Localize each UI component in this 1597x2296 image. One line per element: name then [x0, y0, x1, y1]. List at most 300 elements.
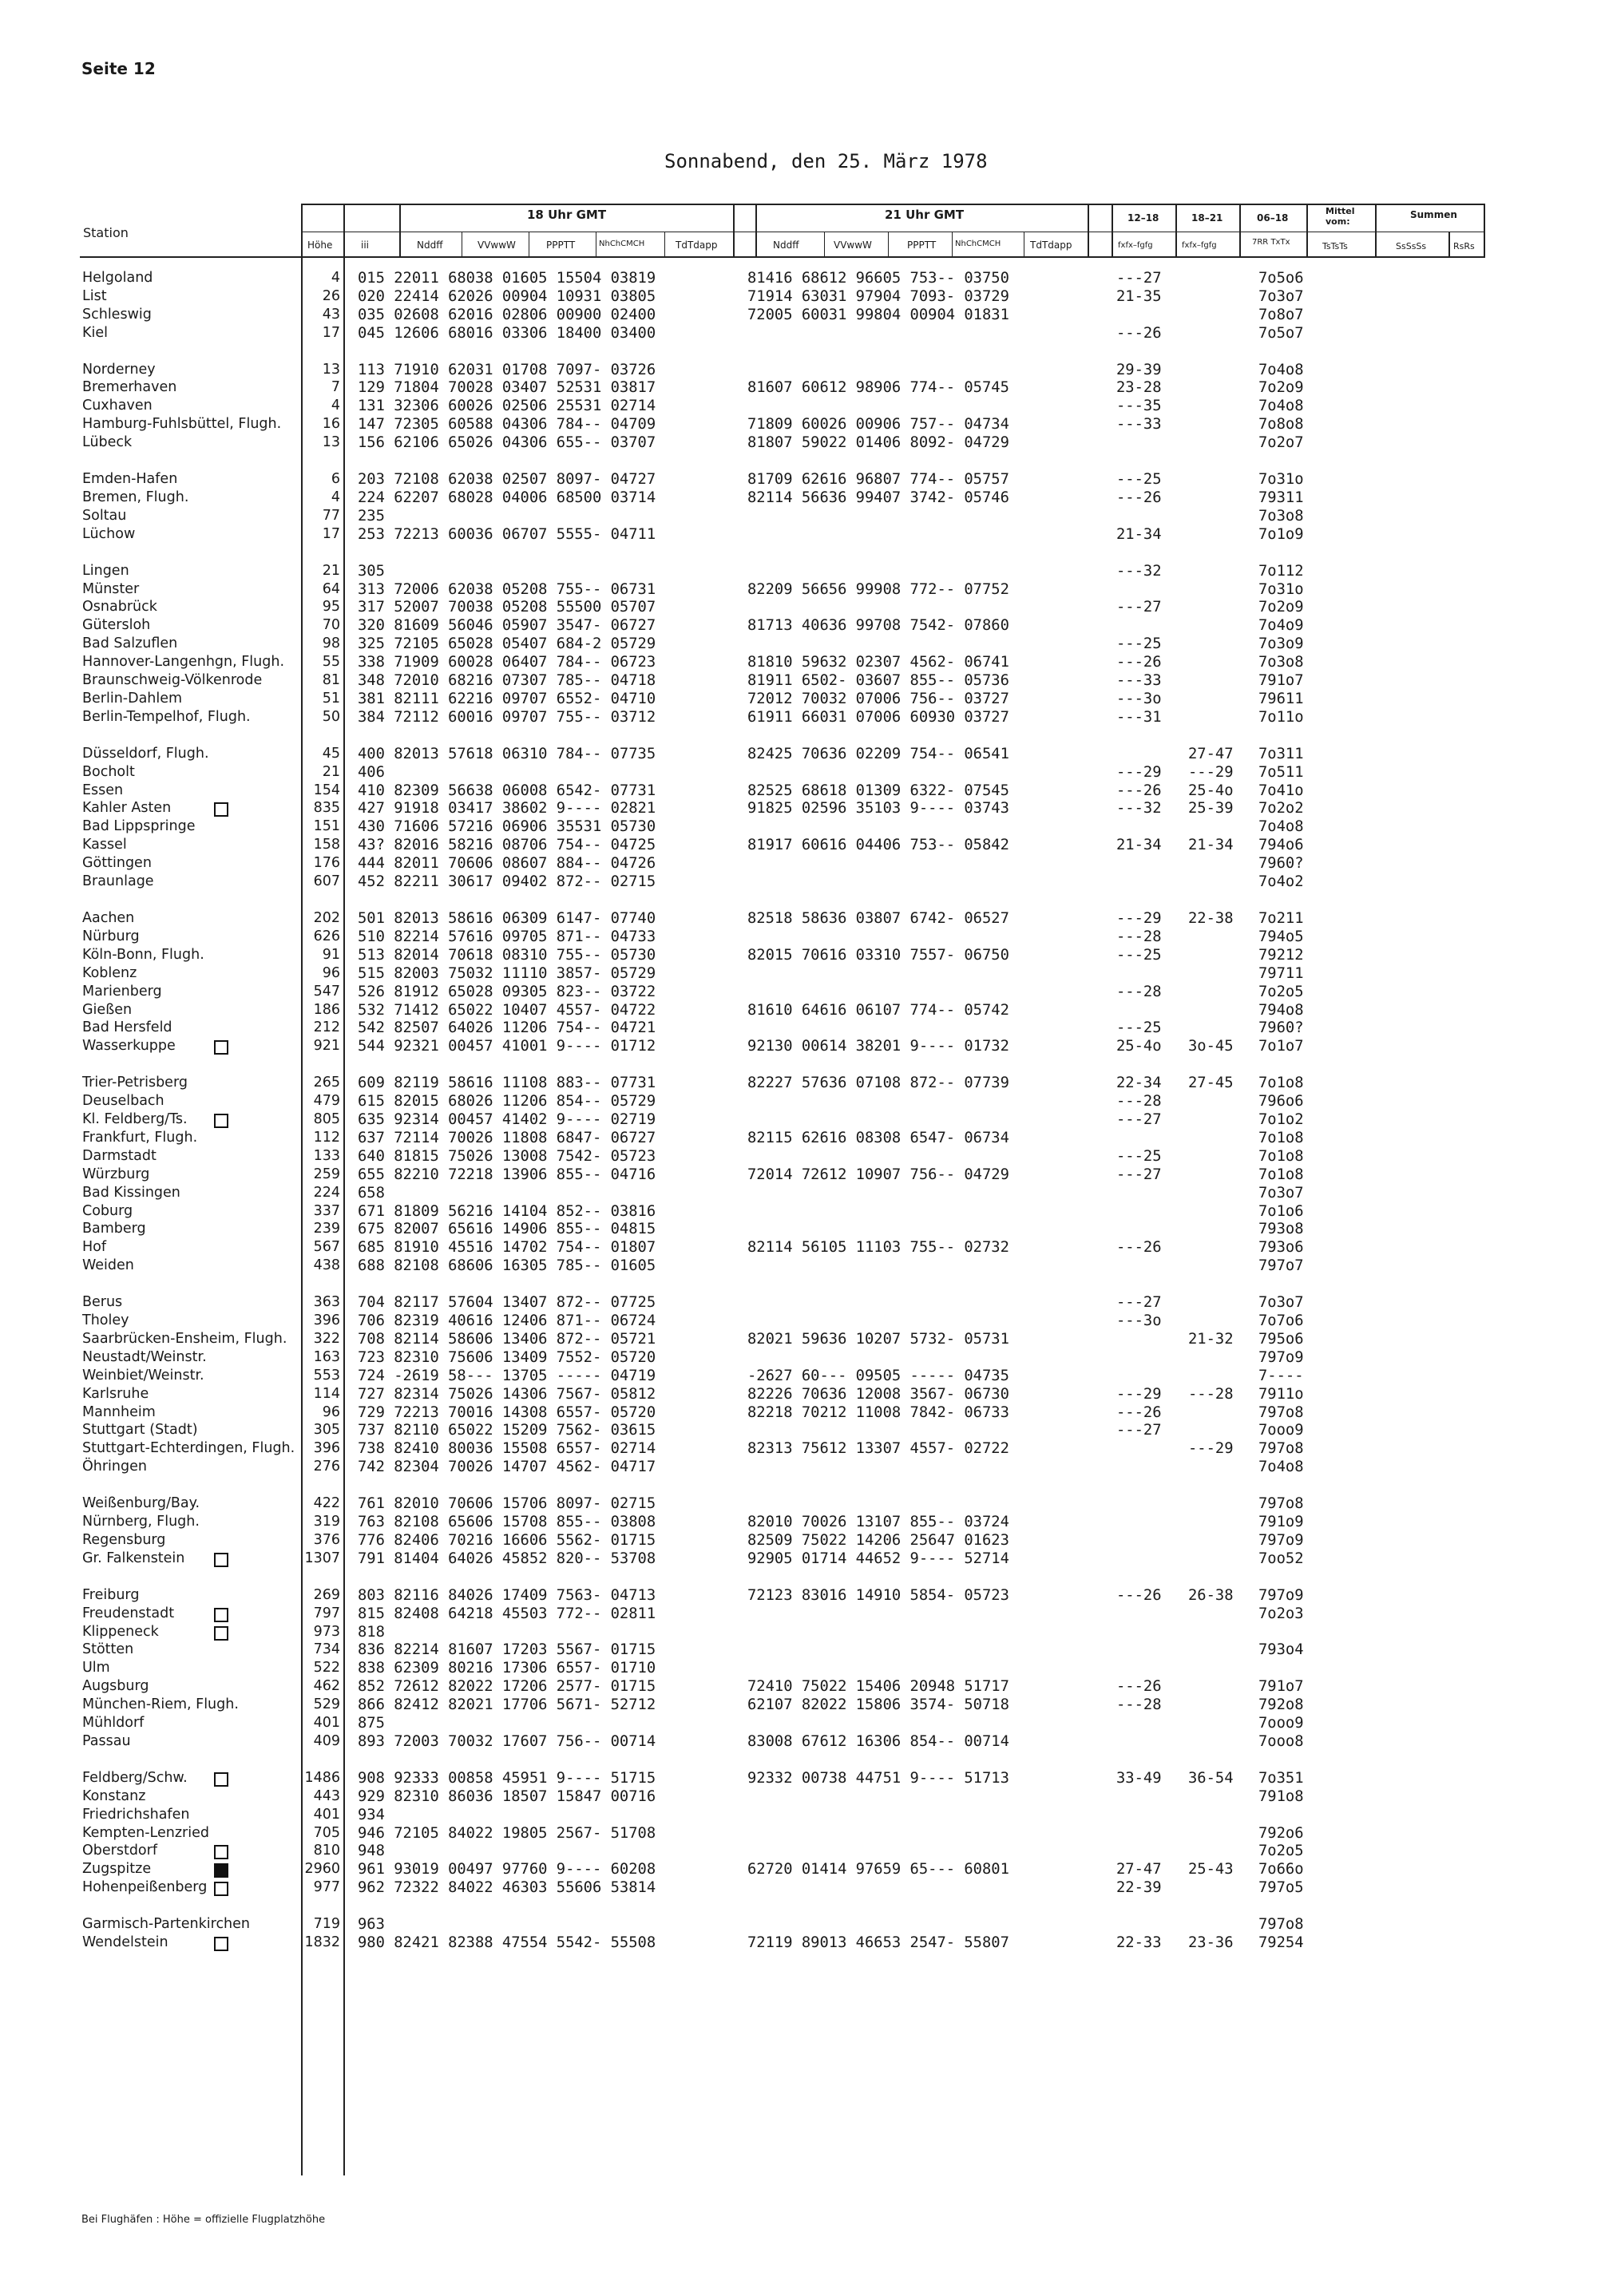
gust-12-18: ---3o [1116, 691, 1162, 707]
header-mittel: Mittel vom: [1326, 206, 1355, 227]
header-summen: Summen [1410, 209, 1457, 220]
station-height: 133 [313, 1148, 340, 1164]
station-name: Oberstdorf [82, 1843, 157, 1859]
gust-18-21: 23-36 [1188, 1934, 1234, 1951]
table-row [0, 1843, 1597, 1861]
group-06-18: 792o8 [1258, 1696, 1304, 1713]
table-row [0, 764, 1597, 782]
obs-18-uhr: 427 91918 03417 38602 9---- 02821 [358, 800, 656, 817]
obs-18-uhr: 729 72213 70016 14308 6557- 05720 [358, 1404, 656, 1421]
table-row [0, 398, 1597, 416]
obs-18-uhr: 035 02608 62016 02806 00900 02400 [358, 307, 656, 323]
gust-12-18: ---28 [1116, 1696, 1162, 1713]
station-height: 438 [313, 1257, 340, 1273]
station-name: Schleswig [82, 307, 152, 323]
table-row [0, 617, 1597, 635]
group-06-18: 7o3o7 [1258, 1185, 1304, 1201]
station-height: 91 [322, 947, 340, 963]
group-06-18: 792o6 [1258, 1825, 1304, 1842]
table-row [0, 782, 1597, 801]
obs-18-uhr: 948 [358, 1843, 385, 1859]
group-06-18: 795o6 [1258, 1331, 1304, 1348]
group-06-18: 793o8 [1258, 1221, 1304, 1237]
obs-18-uhr: 704 82117 57604 13407 872-- 07725 [358, 1294, 656, 1311]
mountain-station-square-icon [214, 1040, 228, 1055]
station-height: 7 [331, 379, 340, 395]
vline-summen-2 [1448, 232, 1450, 258]
obs-21-uhr: 92905 01714 44652 9---- 52714 [747, 1550, 1009, 1567]
group-06-18: 797o8 [1258, 1440, 1304, 1457]
gust-12-18: ---27 [1116, 1166, 1162, 1183]
group-06-18: 797o9 [1258, 1587, 1304, 1604]
header-range-1821: 18–21 [1191, 212, 1223, 224]
footnote: Bei Flughäfen : Höhe = offizielle Flugplatzhöhe [81, 2214, 326, 2226]
station-name: Berlin-Tempelhof, Flugh. [82, 709, 251, 725]
obs-21-uhr: 72410 75022 15406 20948 51717 [747, 1678, 1009, 1695]
obs-18-uhr: 384 72112 60016 09707 755-- 03712 [358, 709, 656, 726]
station-name: Lüchow [82, 526, 136, 542]
gust-12-18: 21-34 [1116, 837, 1162, 853]
obs-21-uhr: 81713 40636 99708 7542- 07860 [747, 617, 1009, 634]
page-number: Seite 12 [81, 59, 156, 78]
station-height: 158 [313, 837, 340, 853]
header-sub-summen-1: SsSsSs [1396, 241, 1427, 251]
obs-21-uhr: 82226 70636 12008 3567- 06730 [747, 1386, 1009, 1403]
obs-18-uhr: 515 82003 75032 11110 3857- 05729 [358, 965, 656, 982]
station-height: 805 [313, 1111, 340, 1127]
obs-21-uhr: 82010 70026 13107 855-- 03724 [747, 1514, 1009, 1530]
obs-18-uhr: 609 82119 58616 11108 883-- 07731 [358, 1075, 656, 1091]
gust-12-18: ---26 [1116, 654, 1162, 671]
group-06-18: 797o5 [1258, 1879, 1304, 1896]
table-row [0, 910, 1597, 928]
obs-18-uhr: 406 [358, 764, 385, 781]
group-06-18: 7o311 [1258, 746, 1304, 762]
table-row [0, 1934, 1597, 1953]
station-height: 186 [313, 1002, 340, 1018]
vline-0618 [1239, 204, 1241, 258]
gust-12-18: ---32 [1116, 800, 1162, 817]
obs-18-uhr: 410 82309 56638 06008 6542- 07731 [358, 782, 656, 799]
table-row [0, 1587, 1597, 1605]
obs-21-uhr: 82218 70212 11008 7842- 06733 [747, 1404, 1009, 1421]
group-06-18: 793o4 [1258, 1641, 1304, 1658]
group-06-18: 7o1o8 [1258, 1130, 1304, 1146]
station-height: 1307 [304, 1550, 340, 1566]
gust-12-18: 22-33 [1116, 1934, 1162, 1951]
obs-21-uhr: 81610 64616 06107 774-- 05742 [747, 1002, 1009, 1019]
gust-12-18: ---26 [1116, 1239, 1162, 1256]
station-name: Weinbiet/Weinstr. [82, 1368, 204, 1384]
group-06-18: 7o211 [1258, 910, 1304, 927]
station-height: 529 [313, 1696, 340, 1712]
station-height: 1832 [304, 1934, 340, 1950]
station-height: 96 [322, 965, 340, 981]
gust-18-21: 26-38 [1188, 1587, 1234, 1604]
obs-18-uhr: 640 81815 75026 13008 7542- 05723 [358, 1148, 656, 1165]
obs-18-uhr: 980 82421 82388 47554 5542- 55508 [358, 1934, 656, 1951]
station-name: Bad Lippspringe [82, 818, 196, 834]
obs-18-uhr: 444 82011 70606 08607 884-- 04726 [358, 855, 656, 872]
gust-12-18: ---29 [1116, 910, 1162, 927]
obs-18-uhr: 43? 82016 58216 08706 754-- 04725 [358, 837, 656, 853]
station-name: Karlsruhe [82, 1386, 149, 1402]
table-row [0, 1203, 1597, 1221]
obs-18-uhr: 510 82214 57616 09705 871-- 04733 [358, 928, 656, 945]
gust-18-21: 27-47 [1188, 746, 1234, 762]
mountain-station-square-icon [214, 1114, 228, 1128]
gust-18-21: 3o-45 [1188, 1038, 1234, 1055]
group-06-18: 7o3o9 [1258, 635, 1304, 652]
obs-18-uhr: 532 71412 65022 10407 4557- 04722 [358, 1002, 656, 1019]
station-height: 462 [313, 1678, 340, 1694]
station-height: 401 [313, 1807, 340, 1823]
station-height: 45 [322, 746, 340, 762]
table-row [0, 800, 1597, 818]
station-height: 396 [313, 1312, 340, 1328]
group-06-18: 7911o [1258, 1386, 1304, 1403]
table-row [0, 1514, 1597, 1532]
station-name: Gr. Falkenstein [82, 1550, 185, 1566]
table-row [0, 1532, 1597, 1550]
gust-12-18: 21-34 [1116, 526, 1162, 543]
station-name: Berlin-Dahlem [82, 691, 183, 707]
obs-18-uhr: 961 93019 00497 97760 9---- 60208 [358, 1861, 656, 1878]
header-sub-mittel: TsTsTs [1322, 241, 1348, 251]
table-row [0, 1257, 1597, 1276]
vline-summen [1375, 204, 1377, 258]
table-row [0, 1038, 1597, 1056]
obs-18-uhr: 727 82314 75026 14306 7567- 05812 [358, 1386, 656, 1403]
group-06-18: 7ooo9 [1258, 1422, 1304, 1439]
gust-12-18: ---26 [1116, 489, 1162, 506]
station-name: List [82, 288, 107, 304]
table-row [0, 654, 1597, 672]
table-row [0, 1166, 1597, 1185]
obs-18-uhr: 253 72213 60036 06707 5555- 04711 [358, 526, 656, 543]
station-name: Kahler Asten [82, 800, 172, 816]
group-06-18: 7o8o8 [1258, 416, 1304, 433]
group-06-18: 796o6 [1258, 1093, 1304, 1110]
gust-12-18: ---25 [1116, 1148, 1162, 1165]
header-18-c2: VVwwW [478, 239, 516, 251]
obs-18-uhr: 962 72322 84022 46303 55606 53814 [358, 1879, 656, 1896]
obs-18-uhr: 776 82406 70216 16606 5562- 01715 [358, 1532, 656, 1549]
station-height: 95 [322, 599, 340, 615]
station-height: 96 [322, 1404, 340, 1420]
station-height: 154 [313, 782, 340, 798]
group-06-18: 794o8 [1258, 1002, 1304, 1019]
obs-18-uhr: 737 82110 65022 15209 7562- 03615 [358, 1422, 656, 1439]
obs-18-uhr: 724 -2619 58--- 13705 ----- 04719 [358, 1368, 656, 1384]
station-height: 77 [322, 508, 340, 524]
station-height: 6 [331, 471, 340, 487]
obs-18-uhr: 866 82412 82021 17706 5671- 52712 [358, 1696, 656, 1713]
header-21-uhr: 21 Uhr GMT [885, 208, 965, 222]
station-height: 17 [322, 526, 340, 542]
mountain-station-square-icon [214, 1553, 228, 1567]
header-18-c4: NhChCMCH [599, 239, 645, 248]
table-row [0, 416, 1597, 434]
obs-21-uhr: 82021 59636 10207 5732- 05731 [747, 1331, 1009, 1348]
obs-18-uhr: 129 71804 70028 03407 52531 03817 [358, 379, 656, 396]
table-row [0, 1807, 1597, 1825]
station-name: Stuttgart-Echterdingen, Flugh. [82, 1440, 295, 1456]
gust-12-18: ---32 [1116, 563, 1162, 580]
station-name: Freiburg [82, 1587, 140, 1603]
table-row [0, 1404, 1597, 1423]
header-iii: iii [361, 239, 370, 251]
group-06-18: 797o8 [1258, 1916, 1304, 1933]
gust-12-18: ---28 [1116, 928, 1162, 945]
station-name: Coburg [82, 1203, 133, 1219]
obs-18-uhr: 742 82304 70026 14707 4562- 04717 [358, 1459, 656, 1475]
gust-12-18: ---29 [1116, 764, 1162, 781]
table-row [0, 471, 1597, 489]
station-name: Kiel [82, 325, 108, 341]
station-name: Helgoland [82, 270, 153, 286]
obs-18-uhr: 675 82007 65616 14906 855-- 04815 [358, 1221, 656, 1237]
station-height: 81 [322, 672, 340, 688]
obs-21-uhr: 72012 70032 07006 756-- 03727 [747, 691, 1009, 707]
station-name: Tholey [82, 1312, 129, 1328]
group-06-18: 797o7 [1258, 1257, 1304, 1274]
group-06-18: 7960? [1258, 1019, 1304, 1036]
station-name: Kassel [82, 837, 127, 853]
station-height: 567 [313, 1239, 340, 1255]
obs-18-uhr: 763 82108 65606 15708 855-- 03808 [358, 1514, 656, 1530]
obs-18-uhr: 658 [358, 1185, 385, 1201]
table-row [0, 307, 1597, 325]
station-name: Cuxhaven [82, 398, 153, 414]
table-row [0, 1459, 1597, 1477]
station-name: Klippeneck [82, 1624, 159, 1640]
station-height: 322 [313, 1331, 340, 1347]
obs-18-uhr: 815 82408 64218 45503 772-- 02811 [358, 1605, 656, 1622]
gust-12-18: 21-35 [1116, 288, 1162, 305]
station-name: Stötten [82, 1641, 134, 1657]
station-height: 269 [313, 1587, 340, 1603]
station-name: Norderney [82, 362, 156, 378]
group-06-18: 7o112 [1258, 563, 1304, 580]
gust-12-18: ---27 [1116, 599, 1162, 616]
station-name: Neustadt/Weinstr. [82, 1349, 207, 1365]
table-row [0, 635, 1597, 654]
group-06-18: 7o11o [1258, 709, 1304, 726]
obs-18-uhr: 526 81912 65028 09305 823-- 03722 [358, 984, 656, 1000]
obs-21-uhr: 72014 72612 10907 756-- 04729 [747, 1166, 1009, 1183]
obs-18-uhr: 325 72105 65028 05407 684-2 05729 [358, 635, 656, 652]
table-row [0, 599, 1597, 617]
gust-12-18: ---26 [1116, 1678, 1162, 1695]
group-06-18: 7o2o7 [1258, 434, 1304, 451]
obs-21-uhr: 82114 56636 99407 3742- 05746 [747, 489, 1009, 506]
obs-18-uhr: 320 81609 56046 05907 3547- 06727 [358, 617, 656, 634]
station-height: 43 [322, 307, 340, 323]
obs-21-uhr: 72123 83016 14910 5854- 05723 [747, 1587, 1009, 1604]
station-name: Bremerhaven [82, 379, 177, 395]
gust-12-18: ---26 [1116, 782, 1162, 799]
obs-18-uhr: 015 22011 68038 01605 15504 03819 [358, 270, 656, 287]
obs-18-uhr: 501 82013 58616 06309 6147- 07740 [358, 910, 656, 927]
station-height: 522 [313, 1660, 340, 1676]
station-height: 479 [313, 1093, 340, 1109]
group-06-18: 7o66o [1258, 1861, 1304, 1878]
header-21-c5: TdTdapp [1030, 239, 1072, 251]
vline-18-end [733, 204, 735, 258]
table-row [0, 1770, 1597, 1788]
station-name: Nürburg [82, 928, 140, 944]
station-height: 4 [331, 398, 340, 414]
station-name: Lübeck [82, 434, 133, 450]
station-name: Weiden [82, 1257, 134, 1273]
group-06-18: 7o3o8 [1258, 654, 1304, 671]
table-row [0, 1111, 1597, 1130]
header-height: Höhe [307, 239, 333, 251]
obs-18-uhr: 147 72305 60588 04306 784-- 04709 [358, 416, 656, 433]
station-name: Hamburg-Fuhlsbüttel, Flugh. [82, 416, 282, 432]
table-row [0, 1148, 1597, 1166]
group-06-18: 7o3o8 [1258, 508, 1304, 525]
station-name: Wendelstein [82, 1934, 168, 1950]
table-row [0, 1916, 1597, 1934]
table-row [0, 1349, 1597, 1368]
group-06-18: 79212 [1258, 947, 1304, 964]
group-06-18: 7960? [1258, 855, 1304, 872]
group-06-18: 7o1o7 [1258, 1038, 1304, 1055]
group-06-18: 7o351 [1258, 1770, 1304, 1787]
table-row [0, 1331, 1597, 1349]
obs-21-uhr: 82114 56105 11103 755-- 02732 [747, 1239, 1009, 1256]
obs-21-uhr: 81807 59022 01406 8092- 04729 [747, 434, 1009, 451]
station-height: 921 [313, 1038, 340, 1054]
group-06-18: 794o6 [1258, 837, 1304, 853]
table-row [0, 965, 1597, 984]
group-06-18: 79254 [1258, 1934, 1304, 1951]
obs-18-uhr: 838 62309 80216 17306 6557- 01710 [358, 1660, 656, 1676]
header-18-c1: Nddff [417, 239, 443, 251]
station-name: Frankfurt, Flugh. [82, 1130, 198, 1146]
vline-18-start [399, 204, 401, 258]
mountain-station-square-icon [214, 1845, 228, 1859]
obs-21-uhr: 72005 60031 99804 00904 01831 [747, 307, 1009, 323]
group-06-18: 7---- [1258, 1368, 1304, 1384]
gust-12-18: ---29 [1116, 1386, 1162, 1403]
station-name: Bad Kissingen [82, 1185, 180, 1201]
table-row [0, 1495, 1597, 1514]
station-name: Bremen, Flugh. [82, 489, 189, 505]
station-height: 163 [313, 1349, 340, 1365]
station-name: Mannheim [82, 1404, 156, 1420]
station-height: 396 [313, 1440, 340, 1456]
group-06-18: 7o4o9 [1258, 617, 1304, 634]
table-row [0, 1861, 1597, 1879]
table-row [0, 709, 1597, 727]
obs-18-uhr: 305 [358, 563, 385, 580]
obs-18-uhr: 655 82210 72218 13906 855-- 04716 [358, 1166, 656, 1183]
obs-21-uhr: 82115 62616 08308 6547- 06734 [747, 1130, 1009, 1146]
obs-21-uhr: 62107 82022 15806 3574- 50718 [747, 1696, 1009, 1713]
gust-18-21: ---28 [1188, 1386, 1234, 1403]
obs-18-uhr: 113 71910 62031 01708 7097- 03726 [358, 362, 656, 378]
mountain-station-square-icon [214, 1937, 228, 1951]
group-06-18: 793o6 [1258, 1239, 1304, 1256]
station-height: 607 [313, 873, 340, 889]
gust-12-18: ---27 [1116, 1294, 1162, 1311]
obs-18-uhr: 542 82507 64026 11206 754-- 04721 [358, 1019, 656, 1036]
table-row [0, 325, 1597, 343]
obs-21-uhr: 72119 89013 46653 2547- 55807 [747, 1934, 1009, 1951]
gust-12-18: 27-47 [1116, 1861, 1162, 1878]
header-21-c2: VVwwW [834, 239, 872, 251]
station-name: Lingen [82, 563, 129, 579]
station-height: 319 [313, 1514, 340, 1530]
gust-12-18: ---28 [1116, 984, 1162, 1000]
obs-18-uhr: 637 72114 70026 11808 6847- 06727 [358, 1130, 656, 1146]
group-06-18: 7o31o [1258, 471, 1304, 488]
station-height: 973 [313, 1624, 340, 1640]
table-row [0, 489, 1597, 508]
header-21-c1: Nddff [773, 239, 799, 251]
obs-18-uhr: 131 32306 60026 02506 25531 02714 [358, 398, 656, 414]
group-06-18: 7o2o3 [1258, 1605, 1304, 1622]
table-row [0, 947, 1597, 965]
station-name: Kempten-Lenzried [82, 1825, 209, 1841]
table-row [0, 379, 1597, 398]
table-row [0, 526, 1597, 544]
station-height: 626 [313, 928, 340, 944]
gust-18-21: 21-34 [1188, 837, 1234, 853]
obs-21-uhr: 92130 00614 38201 9---- 01732 [747, 1038, 1009, 1055]
obs-18-uhr: 929 82310 86036 18507 15847 00716 [358, 1788, 656, 1805]
group-06-18: 7oo52 [1258, 1550, 1304, 1567]
station-name: Passau [82, 1733, 131, 1749]
obs-21-uhr: 82525 68618 01309 6322- 07545 [747, 782, 1009, 799]
gust-12-18: ---35 [1116, 398, 1162, 414]
station-height: 719 [313, 1916, 340, 1932]
station-height: 21 [322, 764, 340, 780]
station-height: 705 [313, 1825, 340, 1841]
table-row [0, 1019, 1597, 1038]
obs-18-uhr: 791 81404 64026 45852 820-- 53708 [358, 1550, 656, 1567]
gust-18-21: 25-4o [1188, 782, 1234, 799]
station-name: Bad Salzuflen [82, 635, 178, 651]
header-18-c5: TdTdapp [676, 239, 718, 251]
gust-18-21: 25-43 [1188, 1861, 1234, 1878]
gust-18-21: ---29 [1188, 764, 1234, 781]
gust-18-21: ---29 [1188, 1440, 1234, 1457]
obs-21-uhr: 61911 66031 07006 60930 03727 [747, 709, 1009, 726]
station-height: 55 [322, 654, 340, 670]
station-height: 4 [331, 489, 340, 505]
vline-1821 [1175, 204, 1177, 258]
table-row [0, 1715, 1597, 1733]
station-height: 363 [313, 1294, 340, 1310]
obs-21-uhr: 71809 60026 00906 757-- 04734 [747, 416, 1009, 433]
mountain-station-filled-square-icon [214, 1863, 228, 1878]
station-height: 224 [313, 1185, 340, 1201]
group-06-18: 7ooo8 [1258, 1733, 1304, 1750]
station-name: Münster [82, 581, 140, 597]
gust-12-18: ---25 [1116, 947, 1162, 964]
group-06-18: 791o9 [1258, 1514, 1304, 1530]
station-name: Hohenpeißenberg [82, 1879, 208, 1895]
station-height: 26 [322, 288, 340, 304]
station-name: Trier-Petrisberg [82, 1075, 188, 1091]
gust-12-18: ---26 [1116, 1404, 1162, 1421]
group-06-18: 791o7 [1258, 672, 1304, 689]
mountain-station-square-icon [214, 1608, 228, 1622]
